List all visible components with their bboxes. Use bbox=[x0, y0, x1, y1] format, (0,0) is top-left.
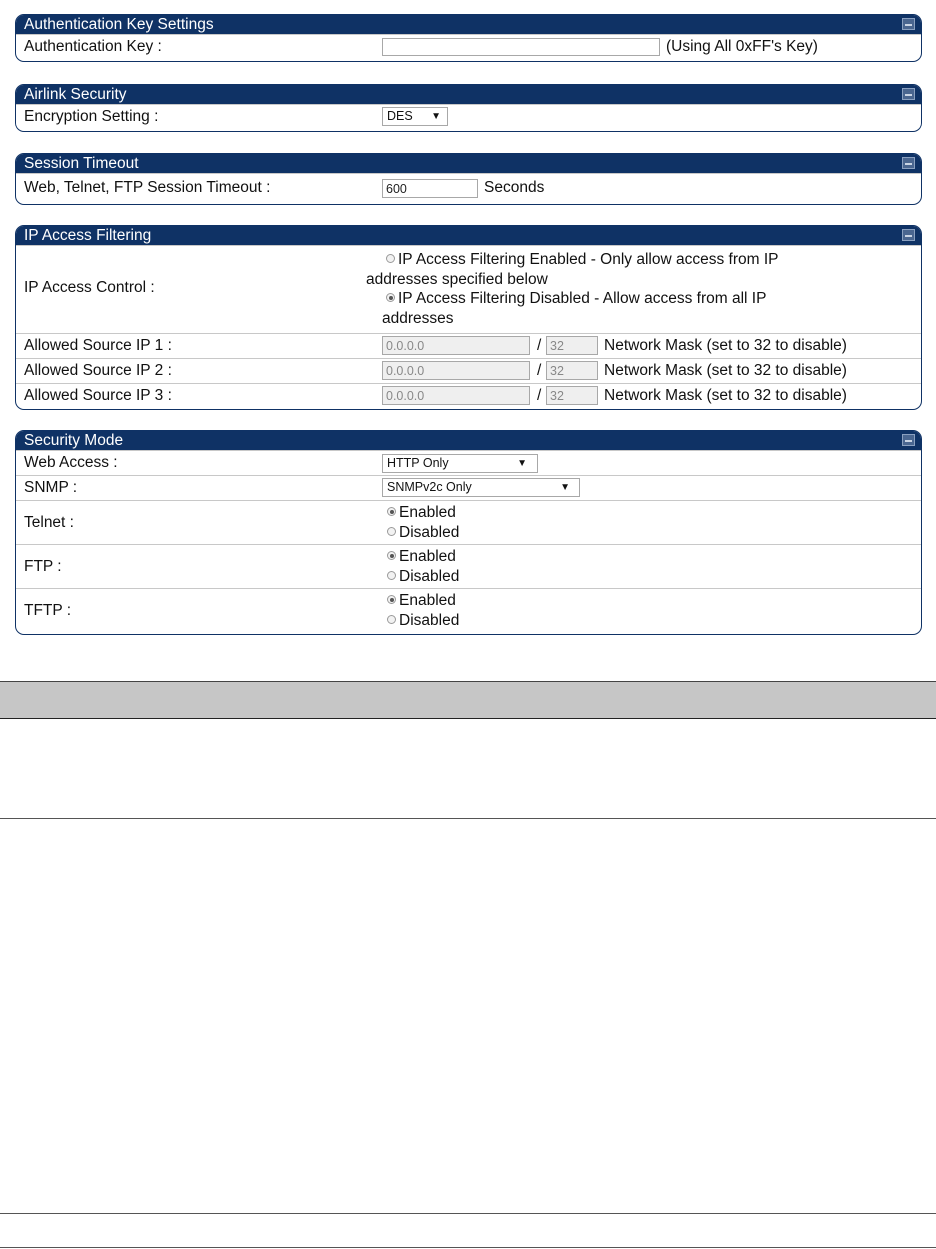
ftp-row bbox=[16, 544, 921, 588]
snmp-label: SNMP : bbox=[24, 479, 78, 496]
ip-access-control-row bbox=[16, 245, 921, 333]
tftp-enabled-text: Enabled bbox=[399, 592, 456, 609]
collapse-icon[interactable] bbox=[902, 88, 915, 100]
auth-key-panel bbox=[15, 14, 922, 62]
dropdown-arrow-icon: ▼ bbox=[560, 482, 570, 493]
allowed-source-ip-row bbox=[16, 383, 921, 408]
encryption-label: Encryption Setting : bbox=[24, 108, 159, 125]
dropdown-arrow-icon: ▼ bbox=[517, 458, 527, 469]
airlink-panel bbox=[15, 84, 922, 132]
ip-filter-disabled-text-1: IP Access Filtering Disabled - Allow access from all IP bbox=[398, 290, 767, 307]
allowed-source-ip-input[interactable] bbox=[382, 386, 530, 405]
collapse-icon[interactable] bbox=[902, 157, 915, 169]
collapse-icon[interactable] bbox=[902, 229, 915, 241]
dropdown-arrow-icon: ▼ bbox=[431, 111, 441, 122]
ftp-options bbox=[387, 547, 459, 586]
telnet-enabled-text: Enabled bbox=[399, 504, 456, 521]
ip-filter-enabled-text-1: IP Access Filtering Enabled - Only allow access from IP bbox=[398, 251, 779, 268]
web-access-select[interactable] bbox=[382, 454, 538, 473]
web-access-select-value: HTTP Only bbox=[387, 456, 449, 470]
telnet-enabled-option[interactable] bbox=[387, 503, 459, 523]
radio-icon[interactable] bbox=[387, 595, 396, 604]
collapse-icon[interactable] bbox=[902, 434, 915, 446]
session-timeout-input[interactable] bbox=[382, 179, 478, 198]
session-timeout-unit: Seconds bbox=[484, 179, 545, 196]
snmp-select[interactable] bbox=[382, 478, 580, 497]
ip-filter-enabled-text-2: addresses specified below bbox=[366, 270, 548, 288]
security-mode-panel-header bbox=[16, 431, 921, 450]
tftp-disabled-text: Disabled bbox=[399, 611, 460, 629]
encryption-select-value: DES bbox=[387, 109, 413, 123]
auth-key-label: Authentication Key : bbox=[24, 38, 162, 55]
allowed-source-ip-label: Allowed Source IP 2 : bbox=[24, 362, 172, 379]
ip-filter-panel-title: IP Access Filtering bbox=[24, 227, 152, 244]
allowed-source-ip-input[interactable] bbox=[382, 361, 530, 380]
session-panel-header bbox=[16, 154, 921, 173]
radio-icon[interactable] bbox=[386, 254, 395, 263]
auth-key-panel-header bbox=[16, 15, 921, 34]
table-row-divider bbox=[0, 818, 936, 819]
ftp-enabled-text: Enabled bbox=[399, 548, 456, 565]
tftp-label: TFTP : bbox=[24, 602, 72, 619]
airlink-panel-title: Airlink Security bbox=[24, 86, 127, 103]
network-mask-note: Network Mask (set to 32 to disable) bbox=[604, 337, 847, 354]
ip-filter-panel-header bbox=[16, 226, 921, 245]
network-mask-input[interactable] bbox=[546, 386, 598, 405]
snmp-row bbox=[16, 475, 921, 500]
encryption-row bbox=[16, 104, 921, 129]
network-mask-input[interactable] bbox=[546, 336, 598, 355]
network-mask-input[interactable] bbox=[546, 361, 598, 380]
telnet-disabled-option[interactable] bbox=[387, 523, 459, 543]
auth-key-input[interactable] bbox=[382, 38, 660, 56]
table-row-divider bbox=[0, 1213, 936, 1214]
telnet-disabled-text: Disabled bbox=[399, 523, 460, 541]
collapse-icon[interactable] bbox=[902, 18, 915, 30]
ip-filter-disabled-option[interactable] bbox=[366, 289, 778, 309]
tftp-enabled-option[interactable] bbox=[387, 591, 459, 611]
auth-key-note: (Using All 0xFF's Key) bbox=[666, 38, 818, 55]
slash-separator: / bbox=[537, 362, 542, 379]
allowed-source-ip-label: Allowed Source IP 3 : bbox=[24, 387, 172, 404]
web-access-label: Web Access : bbox=[24, 454, 118, 471]
radio-icon[interactable] bbox=[387, 571, 396, 580]
security-mode-panel bbox=[15, 430, 922, 635]
ip-access-options bbox=[366, 250, 778, 328]
network-mask-note: Network Mask (set to 32 to disable) bbox=[604, 362, 847, 379]
radio-icon[interactable] bbox=[387, 527, 396, 536]
ftp-enabled-option[interactable] bbox=[387, 547, 459, 567]
slash-separator: / bbox=[537, 337, 542, 354]
ftp-label: FTP : bbox=[24, 558, 62, 575]
auth-key-panel-title: Authentication Key Settings bbox=[24, 16, 214, 33]
session-panel bbox=[15, 153, 922, 205]
security-mode-panel-title: Security Mode bbox=[24, 432, 124, 449]
tftp-options bbox=[387, 591, 459, 630]
ip-filter-panel bbox=[15, 225, 922, 410]
tftp-disabled-option[interactable] bbox=[387, 611, 459, 631]
session-timeout-label: Web, Telnet, FTP Session Timeout : bbox=[24, 179, 271, 196]
allowed-source-ip-row bbox=[16, 358, 921, 383]
telnet-row bbox=[16, 500, 921, 544]
telnet-label: Telnet : bbox=[24, 514, 74, 531]
airlink-panel-header bbox=[16, 85, 921, 104]
radio-icon[interactable] bbox=[387, 615, 396, 624]
snmp-select-value: SNMPv2c Only bbox=[387, 480, 472, 494]
tftp-row bbox=[16, 588, 921, 633]
allowed-source-ip-label: Allowed Source IP 1 : bbox=[24, 337, 172, 354]
ip-filter-disabled-text-2: addresses bbox=[382, 309, 454, 327]
radio-icon[interactable] bbox=[387, 507, 396, 516]
auth-key-row bbox=[16, 34, 921, 59]
ip-access-control-label: IP Access Control : bbox=[24, 279, 155, 296]
web-access-row bbox=[16, 450, 921, 475]
table-bottom-border bbox=[0, 1247, 936, 1248]
slash-separator: / bbox=[537, 387, 542, 404]
session-panel-title: Session Timeout bbox=[24, 155, 139, 172]
ftp-disabled-option[interactable] bbox=[387, 567, 459, 587]
telnet-options bbox=[387, 503, 459, 542]
ip-filter-enabled-option[interactable] bbox=[366, 250, 778, 270]
allowed-source-ip-row bbox=[16, 333, 921, 358]
network-mask-note: Network Mask (set to 32 to disable) bbox=[604, 387, 847, 404]
encryption-select[interactable] bbox=[382, 107, 448, 126]
table-header-bar bbox=[0, 681, 936, 719]
radio-icon[interactable] bbox=[387, 551, 396, 560]
radio-icon[interactable] bbox=[386, 293, 395, 302]
ftp-disabled-text: Disabled bbox=[399, 567, 460, 585]
session-timeout-row bbox=[16, 173, 921, 202]
allowed-source-ip-input[interactable] bbox=[382, 336, 530, 355]
